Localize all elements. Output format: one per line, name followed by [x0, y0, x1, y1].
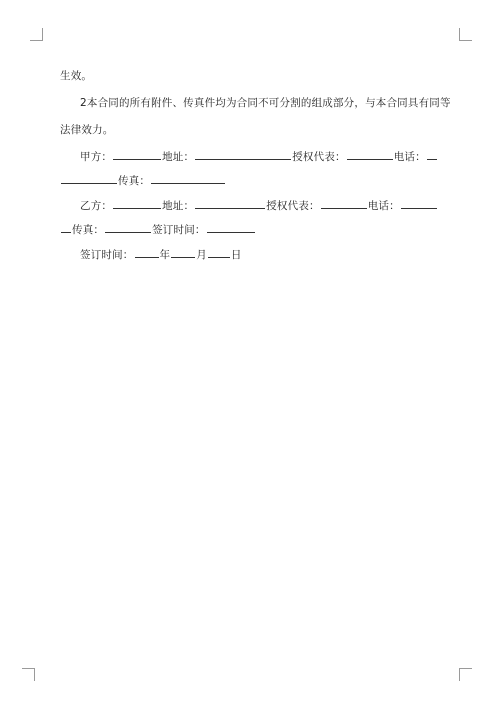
- party-b-label: 乙方：: [80, 200, 113, 212]
- sign-year-label: 年: [159, 249, 171, 261]
- party-a-phone-blank: [427, 149, 437, 160]
- crop-mark-bottom-left: [22, 668, 35, 681]
- party-a-label: 甲方：: [80, 151, 113, 163]
- text-line-legal-effect: 法律效力。: [60, 124, 114, 136]
- party-a-address-blank: [195, 149, 291, 160]
- sign-date-label: 签订时间：: [80, 249, 134, 261]
- party-b-address-blank: [195, 198, 265, 209]
- party-b-address-label: 地址：: [162, 200, 195, 212]
- party-b-sign-label: 签订时间：: [152, 224, 206, 236]
- sign-month-label: 月: [196, 249, 207, 261]
- party-a-fax-blank: [151, 173, 225, 184]
- party-a-phone-blank-cont: [61, 173, 117, 184]
- sign-day-blank: [208, 247, 230, 258]
- party-b-fax-line: [60, 222, 256, 237]
- party-a-fax-line: [60, 173, 226, 188]
- sign-day-label: 日: [230, 249, 242, 261]
- party-b-rep-blank: [321, 198, 367, 209]
- party-b-rep-label: 授权代表：: [266, 200, 320, 212]
- party-a-rep-label: 授权代表：: [292, 151, 346, 163]
- party-a-name-blank: [113, 149, 161, 160]
- party-a-line: [80, 149, 438, 164]
- sign-year-blank: [135, 247, 159, 258]
- party-a-address-label: 地址：: [162, 151, 195, 163]
- sign-month-blank: [171, 247, 195, 258]
- party-a-phone-label: 电话：: [393, 151, 426, 163]
- party-a-rep-blank: [347, 149, 393, 160]
- party-b-fax-blank: [105, 222, 151, 233]
- crop-mark-bottom-right: [459, 668, 472, 681]
- text-line-attachments: 2本合同的所有附件、传真件均为合同不可分割的组成部分，与本合同具有同等: [80, 97, 451, 109]
- text-line-effective: 生效。: [60, 70, 93, 82]
- crop-mark-top-right: [459, 28, 472, 41]
- party-b-fax-label: 传真：: [72, 224, 105, 236]
- crop-mark-top-left: [30, 28, 43, 41]
- party-b-sign-blank: [207, 222, 255, 233]
- party-b-phone-blank: [401, 198, 437, 209]
- party-b-line: [80, 198, 438, 213]
- party-b-name-blank: [113, 198, 161, 209]
- party-b-phone-label: 电话：: [367, 200, 400, 212]
- party-b-phone-blank-cont: [61, 222, 71, 233]
- sign-date-line: [80, 247, 242, 262]
- party-a-fax-label: 传真：: [118, 175, 151, 187]
